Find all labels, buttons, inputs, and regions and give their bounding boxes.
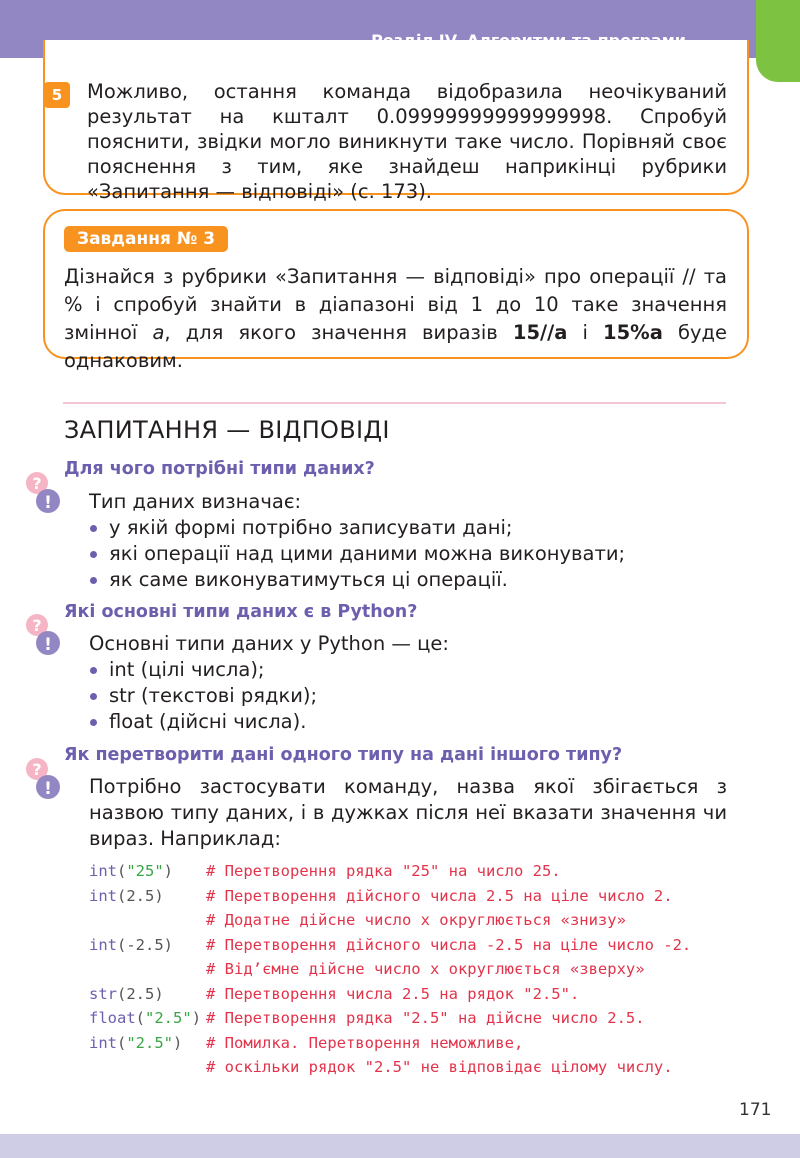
footer-bar	[0, 1134, 800, 1158]
exercise-number: 5	[44, 82, 70, 108]
exercise-text: Можливо, остання команда відобразила неочікуваний результат на кшталт 0.09999999999999998. Спробуй пояснити, звідки могло виникнути таке число. Порівняй своє пояснення з тим, яке знайдеш наприкінці рубрики «Запитання — відповіді» (с. 173).	[87, 80, 727, 203]
question-icon	[24, 470, 62, 516]
question-heading: Які основні типи даних є в Python?	[64, 602, 418, 622]
svg-text:?: ?	[32, 474, 42, 493]
code-comment: # Перетворення рядка "2.5" на дійсне число 2.5.	[206, 1009, 645, 1027]
code-call: int("2.5")	[89, 1033, 183, 1052]
code-comment: # Перетворення дійсного числа -2.5 на ціле число -2.	[206, 935, 692, 954]
answer-intro: Потрібно застосувати команду, назва якої збігається з назвою типу даних, і в дужках після неї вказати значення чи вираз. Наприклад:	[89, 775, 727, 850]
list-item: як саме виконуватимуться ці операції.	[89, 567, 625, 593]
code-comment: # Перетворення числа 2.5 на рядок "2.5".	[206, 984, 580, 1003]
task-text: Дізнайся з рубрики «Запитання — відповіді» про операції // та % і спробуй знайти в діапазоні від 1 до 10 таке значення змінної a, для якого значення виразів 15//a і 15%a буде однаковим.	[64, 265, 728, 372]
page-number: 171	[739, 1100, 772, 1120]
code-call: str(2.5)	[89, 984, 164, 1003]
question-heading: Для чого потрібні типи даних?	[64, 459, 375, 479]
code-call: int("25")	[89, 862, 174, 880]
svg-text:!: !	[44, 493, 52, 513]
code-call: float("2.5")	[89, 1009, 202, 1027]
answer-intro: Тип даних визначає:	[89, 490, 302, 513]
code-comment: # Перетворення дійсного числа 2.5 на ціле число 2.	[206, 886, 673, 905]
svg-text:!: !	[44, 779, 52, 799]
section-title: ЗАПИТАННЯ — ВІДПОВІДІ	[64, 416, 390, 444]
answer-block	[89, 631, 449, 735]
svg-text:!: !	[44, 635, 52, 655]
code-comment: # Від’ємне дійсне число x округлюється «зверху»	[206, 960, 645, 978]
question-icon	[24, 612, 62, 658]
svg-text:?: ?	[32, 616, 42, 635]
answer-list	[89, 515, 625, 593]
code-call: int(-2.5)	[89, 935, 174, 954]
code-call: int(2.5)	[89, 886, 164, 905]
section-divider	[63, 402, 726, 404]
question-icon	[24, 756, 62, 802]
code-comment: # оскільки рядок "2.5" не відповідає цілому числу.	[206, 1058, 673, 1076]
answer-block	[89, 489, 625, 593]
list-item: str (текстові рядки);	[89, 683, 449, 709]
chapter-tab	[756, 0, 800, 82]
answer-intro: Основні типи даних у Python — це:	[89, 632, 449, 655]
list-item: int (цілі числа);	[89, 657, 449, 683]
code-comment: # Перетворення рядка "25" на число 25.	[206, 862, 561, 880]
answer-list	[89, 657, 449, 735]
list-item: float (дійсні числа).	[89, 709, 449, 735]
svg-text:?: ?	[32, 760, 42, 779]
question-heading: Як перетворити дані одного типу на дані іншого типу?	[64, 745, 623, 765]
task-badge: Завдання № 3	[64, 226, 228, 252]
list-item: які операції над цими даними можна виконувати;	[89, 541, 625, 567]
list-item: у якій формі потрібно записувати дані;	[89, 515, 625, 541]
code-comment: # Додатне дійсне число x округлюється «знизу»	[206, 911, 626, 929]
code-comment: # Помилка. Перетворення неможливе,	[206, 1033, 524, 1052]
